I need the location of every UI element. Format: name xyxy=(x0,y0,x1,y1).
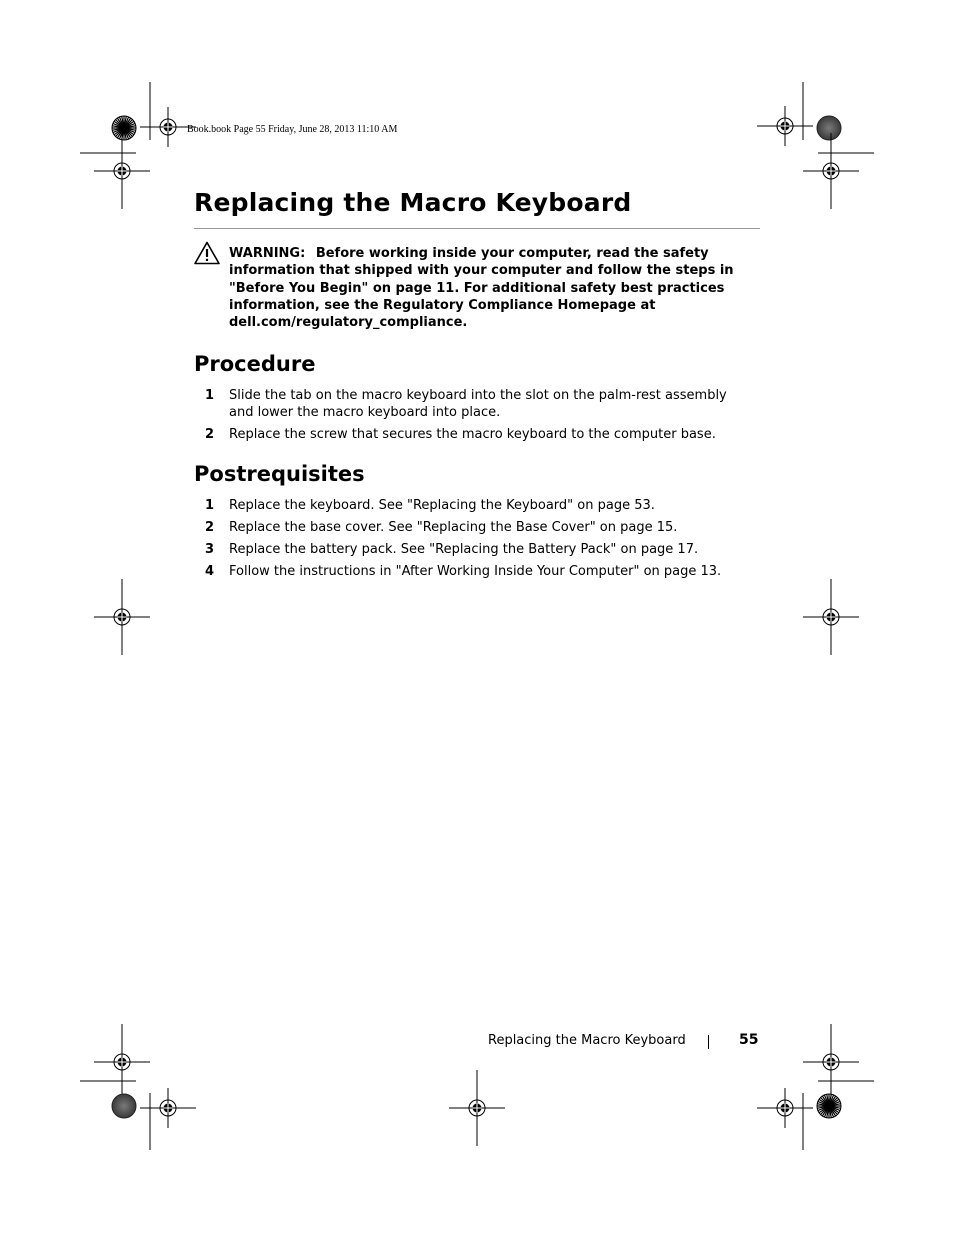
warning-text: Before working inside your computer, read the safety information that shipped with your computer and follow the steps in "Before You Begin" on page 11. For additional safety best practices information, see the Regulatory Compliance Homepage at dell.com/regulatory_compliance. xyxy=(229,246,734,331)
footer-section-title: Replacing the Macro Keyboard xyxy=(488,1033,686,1048)
warning-label: WARNING: xyxy=(229,246,306,261)
procedure-heading: Procedure xyxy=(194,352,316,376)
footer-separator xyxy=(708,1035,709,1049)
step-text: Slide the tab on the macro keyboard into the slot on the palm-rest assembly and lower the macro keyboard into place. xyxy=(229,388,727,420)
warning-triangle-icon xyxy=(194,241,220,265)
step-number: 2 xyxy=(204,427,214,442)
step-number: 1 xyxy=(204,498,214,513)
step-text: Replace the screw that secures the macro keyboard to the computer base. xyxy=(229,427,716,442)
postrequisite-step xyxy=(200,519,760,536)
procedure-step xyxy=(200,426,760,443)
step-number: 3 xyxy=(204,542,214,557)
step-text: Replace the base cover. See "Replacing the Base Cover" on page 15. xyxy=(229,520,678,535)
postrequisites-heading: Postrequisites xyxy=(194,462,365,486)
procedure-step xyxy=(200,387,760,421)
postrequisite-step xyxy=(200,541,760,558)
step-number: 2 xyxy=(204,520,214,535)
step-number: 1 xyxy=(204,388,214,403)
printer-slug: Book.book Page 55 Friday, June 28, 2013 11:10 AM xyxy=(187,124,398,135)
postrequisite-step xyxy=(200,497,760,514)
page-number: 55 xyxy=(739,1032,759,1048)
page-title: Replacing the Macro Keyboard xyxy=(194,188,632,217)
step-text: Replace the battery pack. See "Replacing the Battery Pack" on page 17. xyxy=(229,542,699,557)
step-number: 4 xyxy=(204,564,214,579)
postrequisite-step xyxy=(200,563,760,580)
warning-note xyxy=(229,245,759,331)
step-text: Follow the instructions in "After Working Inside Your Computer" on page 13. xyxy=(229,564,722,579)
title-rule xyxy=(194,228,760,229)
step-text: Replace the keyboard. See "Replacing the Keyboard" on page 53. xyxy=(229,498,655,513)
